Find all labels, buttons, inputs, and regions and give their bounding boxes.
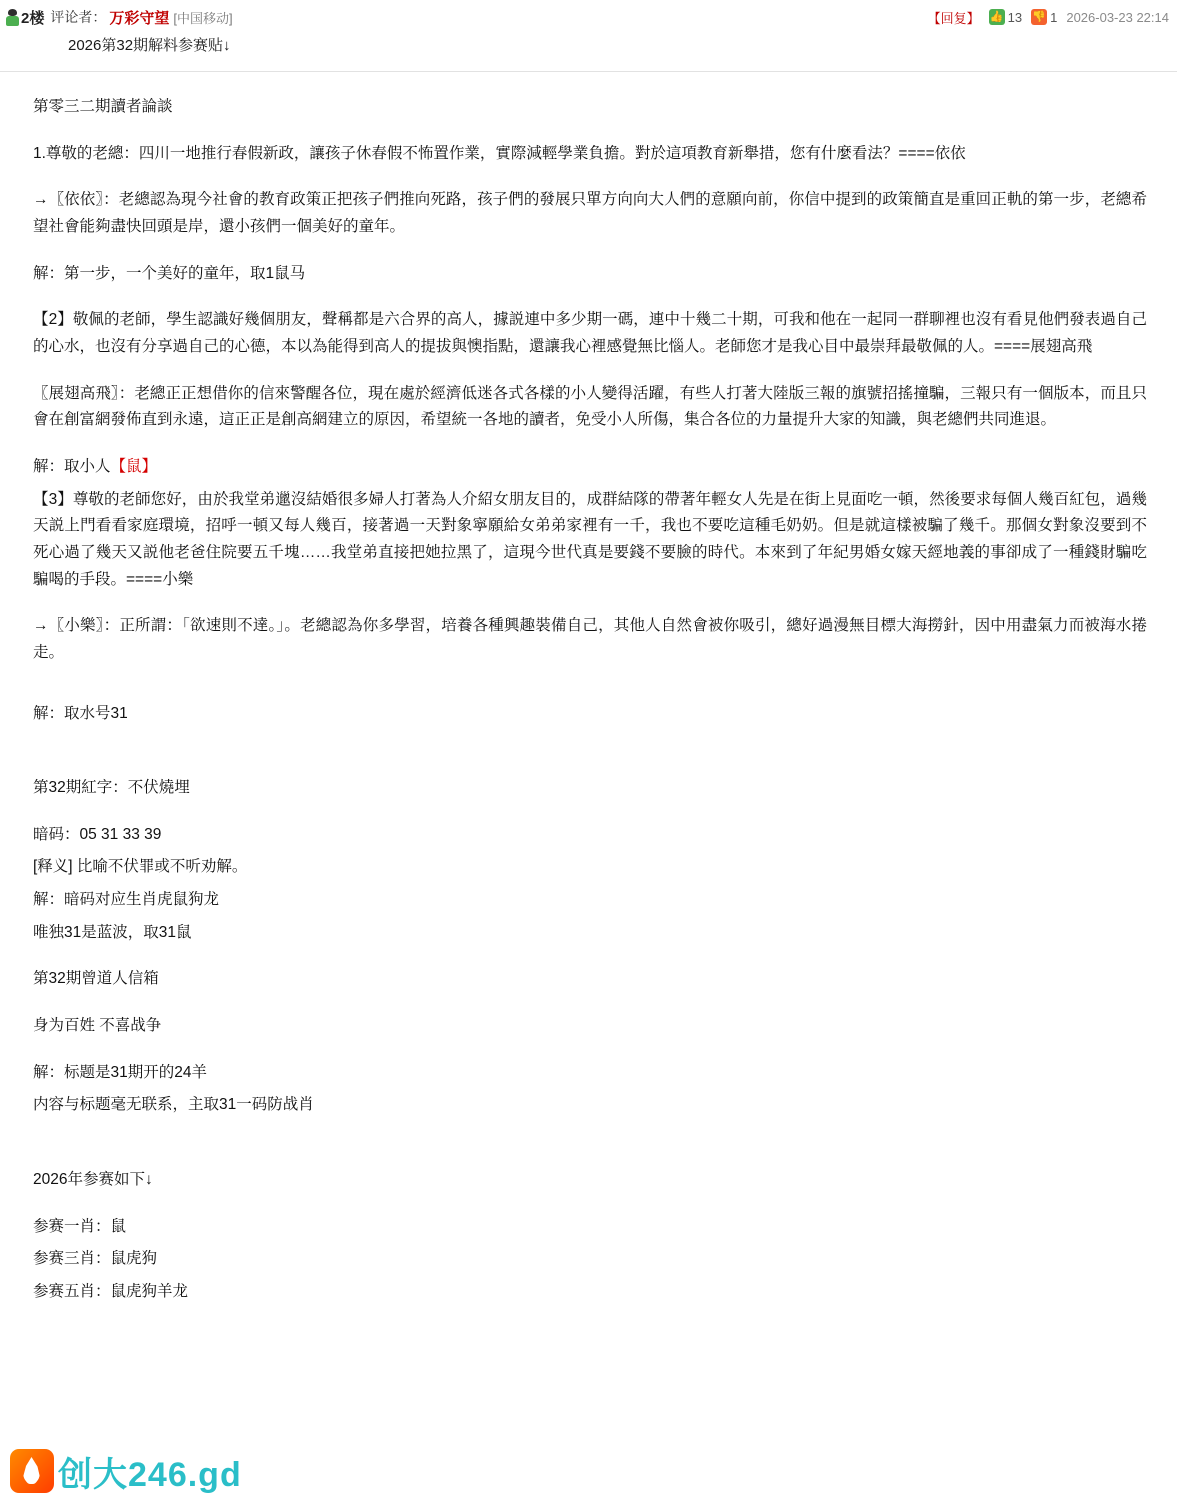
red-chars-title: 第32期紅字：不伏燒埋 xyxy=(33,779,190,797)
code-solution-2: 唯独31是蓝波，取31鼠 xyxy=(33,923,192,941)
downvote-count: 1 xyxy=(1050,9,1058,25)
thumbs-down-icon: 👎 xyxy=(1031,9,1047,25)
answer-3: →〖小樂〗：正所謂：「欲速則不達。」。老總認為你多學習，培養各種興趣裝備自己，其他人自然會被你吸引，總好過漫無目標大海撈針，因中用盡氣力而被海水捲走。 xyxy=(33,617,1147,661)
carrier-label: [中国移动] xyxy=(173,10,233,26)
watermark-text: 创大246.gd xyxy=(58,1455,242,1494)
entry-three-animals: 参赛三肖：鼠虎狗 xyxy=(33,1250,158,1268)
post-header xyxy=(0,0,1177,30)
solution-2-prefix: 解：取小人 xyxy=(33,457,111,475)
post-subject: 2026第32期解料参赛贴↓ xyxy=(68,37,231,54)
upvote-control[interactable] xyxy=(989,9,1022,25)
flame-logo-icon xyxy=(10,1449,54,1493)
meaning-line: [释义] 比喻不伏罪或不听劝解。 xyxy=(33,858,248,876)
commenter-label: 评论者： xyxy=(50,9,107,25)
code-solution-1: 解：暗码对应生肖虎鼠狗龙 xyxy=(33,891,220,909)
answer-2: 〖展翅高飛〗：老總正正想借你的信來警醒各位，現在處於經濟低迷各式各樣的小人變得活躍，有些人打著大陸版三報的旗號招搖撞騙，三報只有一個版本，而且只會在創富網發佈直到永遠，這正正是創高網建立的原因，希望統一各地的讀者，免受小人所傷，集合各位的力量提升大家的知識，與老總們共同進退。 xyxy=(33,384,1147,429)
header-actions xyxy=(928,8,1169,27)
reply-button[interactable]: 【回复】 xyxy=(927,10,980,26)
body-title: 第零三二期讀者論談 xyxy=(33,98,173,115)
solution-2-highlight: 【鼠】 xyxy=(110,457,158,475)
question-2: 【2】敬佩的老師，學生認識好幾個朋友，聲稱都是六合界的高人，據説連中多少期一碼，連中十幾二十期，可我和他在一起同一群聊裡也沒有看見他們發表過自己的心水，也沒有分享過自己的心德，本以為能得到高人的提拔與懊指點，還讓我心裡感覺無比惱人。老師您才是我心目中最崇拜最敬佩的人。====展翅高飛 xyxy=(33,311,1147,355)
answer-1: →〖依依〗：老總認為現今社會的教育政策正把孩子們推向死路，孩子們的發展只單方向向大人們的意願向前，你信中提到的政策簡直是重回正軌的第一步，老總希望社會能夠盡快回頭是岸，還小孩們一個美好的童年。 xyxy=(33,191,1147,235)
letterbox-title: 第32期曾道人信箱 xyxy=(33,970,159,988)
downvote-control[interactable] xyxy=(1031,9,1057,25)
post-timestamp: 2026-03-23 22:14 xyxy=(1066,9,1169,25)
letterbox-solution-1: 解：标题是31期开的24羊 xyxy=(33,1063,207,1081)
solution-3: 解：取水号31 xyxy=(33,704,128,722)
commenter-name[interactable]: 万彩守望 xyxy=(109,9,170,27)
upvote-count: 13 xyxy=(1007,9,1023,25)
question-1: 1.尊敬的老總：四川一地推行春假新政，讓孩子休春假不怖置作業，實際減輕學業負擔。對於這項教育新舉措，您有什麼看法？====依依 xyxy=(33,144,966,162)
solution-2 xyxy=(33,454,1147,481)
entry-title: 2026年参赛如下↓ xyxy=(33,1171,153,1189)
entry-five-animals: 参赛五肖：鼠虎狗羊龙 xyxy=(33,1283,189,1301)
site-watermark xyxy=(10,1448,242,1494)
solution-1: 解：第一步，一个美好的童年，取1鼠马 xyxy=(33,264,306,282)
entry-one-animal: 参赛一肖：鼠 xyxy=(33,1217,127,1235)
floor-number: 2楼 xyxy=(21,9,45,27)
user-avatar-icon xyxy=(6,9,19,26)
floor-badge xyxy=(6,7,44,28)
code-line: 暗码：05 31 33 39 xyxy=(33,825,162,843)
letterbox-line: 身为百姓 不喜战争 xyxy=(33,1017,162,1035)
thumbs-up-icon: 👍 xyxy=(989,9,1005,25)
question-3: 【3】尊敬的老師您好，由於我堂弟邋沒結婚很多婦人打著為人介紹女朋友目的，成群結隊的帶著年輕女人先是在街上見面吃一頓，然後要求每個人幾百紅包，過幾天説上門看看家庭環境，招呼一頓又每人幾百，接著過一天對象寧願給女弟弟家裡有一千，我也不要吃這種毛奶奶。但是就這樣被騙了幾千。那個女對象沒要到不死心過了幾天又説他老爸住院要五千塊……我堂弟直接把她拉黑了，這現今世代真是要錢不要臉的時代。本來到了年紀男婚女嫁天經地義的事卻成了一種錢財騙吃騙喝的手段。====小樂 xyxy=(33,490,1147,588)
letterbox-solution-2: 内容与标题毫无联系，主取31一码防战肖 xyxy=(33,1096,314,1114)
post-body xyxy=(0,72,1177,1306)
